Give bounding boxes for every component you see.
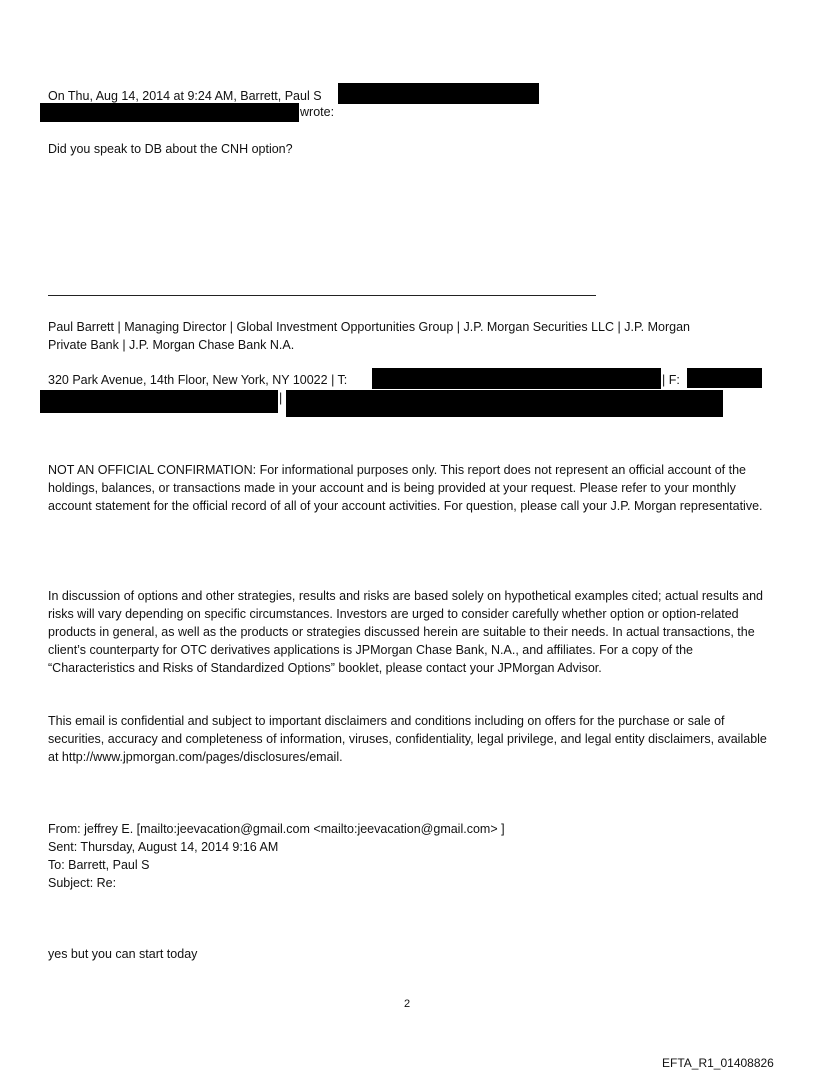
bates-number: EFTA_R1_01408826 <box>662 1056 774 1070</box>
forwarded-from: From: jeffrey E. [mailto:jeevacation@gmail.com <mailto:jeevacation@gmail.com> ] <box>48 822 505 836</box>
redaction-box <box>40 390 278 413</box>
reply-body: yes but you can start today <box>48 947 198 961</box>
signature-line1: Paul Barrett | Managing Director | Global Investment Opportunities Group | J.P. Morgan Securities LLC | J.P. Morgan <box>48 320 690 334</box>
reply-header-line2: wrote: <box>300 105 335 119</box>
signature-address: 320 Park Avenue, 14th Floor, New York, NY 10022 | T: <box>48 373 348 387</box>
forwarded-to: To: Barrett, Paul S <box>48 858 150 872</box>
redaction-box <box>338 83 539 104</box>
page-number: 2 <box>404 998 411 1010</box>
signature-separator: | <box>279 391 283 405</box>
disclaimer-confidential: This email is confidential and subject to important disclaimers and conditions including on offers for the purchase or sale of securities, accuracy and completeness of information, viruses, confidentiality, legal privilege, and legal entity disclaimers, available at http://www.jpmorgan.com/pages/disclosures/email. <box>48 714 767 764</box>
signature-divider <box>48 295 596 296</box>
redaction-box <box>372 368 661 389</box>
reply-header-line1: On Thu, Aug 14, 2014 at 9:24 AM, Barrett, Paul S <box>48 89 322 103</box>
disclaimer-options: In discussion of options and other strategies, results and risks are based solely on hypothetical examples cited; actual results and risks will vary depending on specific circumstances. Investors are urged to consider carefully whether option or option-related products in general, as well as the products or strategies discussed herein are suitable to their needs. In actual transactions, the client’s counterparty for OTC derivatives applications is JPMorgan Chase Bank, N.A., and affiliates. For a copy of the “Characteristics and Risks of Standardized Options” booklet, please contact your JPMorgan Advisor. <box>48 589 763 675</box>
forwarded-sent: Sent: Thursday, August 14, 2014 9:16 AM <box>48 840 279 854</box>
email-question: Did you speak to DB about the CNH option? <box>48 142 293 156</box>
disclaimer-not-official: NOT AN OFFICIAL CONFIRMATION: For informational purposes only. This report does not represent an official account of the holdings, balances, or transactions made in your account and is being provided at your request. Please refer to your monthly account statement for the official record of all of your account activities. For question, please call your J.P. Morgan representative. <box>48 463 763 513</box>
signature-fax-label: | F: <box>662 373 680 387</box>
redaction-box <box>286 390 723 417</box>
redaction-box <box>687 368 762 388</box>
forwarded-subject: Subject: Re: <box>48 876 117 890</box>
redaction-box <box>40 103 299 122</box>
signature-line2: Private Bank | J.P. Morgan Chase Bank N.A. <box>48 338 295 352</box>
